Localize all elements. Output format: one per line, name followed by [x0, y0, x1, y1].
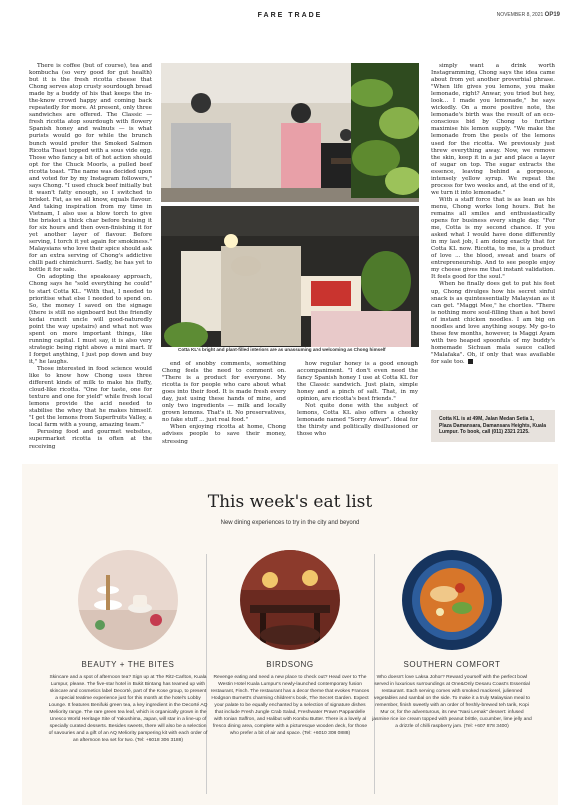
- paragraph: [431, 281, 555, 366]
- paragraph: When enjoying ricotta at home, Chong advises people to save their money, stressing: [162, 424, 286, 445]
- venue-info-text: Cotta KL is at 49M, Jalan Medan Setia 1, Plaza Damansara, Damansara Heights, Kuala Lumpur. To book, call (011) 2321 2125.: [439, 416, 546, 435]
- paragraph: On adopting the speakeasy approach, Chong says he "sold everything he could" to start Cotta KL. "With that, I needed to prioritise what else I needed to spend on. So, the money I saved on the signage (there is still no signboard but the friendly kedai runcit uncle will good-naturedly point the way upstairs) and what not was spent on more important things, like running capital. I must say, it is also very strategic being right above a mini mart. If I forget anything, I just pop down and buy it," he laughs.: [29, 274, 152, 365]
- item-name: SOUTHERN COMFORT: [403, 660, 501, 669]
- eat-list-title: This week's eat list: [207, 492, 373, 512]
- eat-list-subtitle: New dining experiences to try in the city and beyond: [220, 520, 360, 526]
- birdsong-restaurant-photo: [240, 550, 340, 650]
- interior-photo-bottom: [161, 206, 419, 347]
- eat-list-section: [22, 464, 558, 805]
- photo-caption: Cotta KL's bright and plant-filled interiors are as unassuming and welcoming as Chong himself: [178, 347, 386, 352]
- paragraph: simply want a drink worth Instagramming, Chong says the idea came about from yet another proverbial phrase. "When life gives you lemons, you make lemonade, right? Anwar, you tried but hey, look... I made you lemonade," he says wickedly. On a more positive note, the lemonade's birth was the result of an eco-conscious bid by Chong to further maximise his lemon supply. "We make the lemonade from the peels of the lemons used for the ricotta. We previously just threw everything away. Now, we remove the skin, keep it in a jar and place a layer of sugar on top. The sugar extracts the essence, leaving behind a gorgeous, intensely yellow syrup. We repeat the process for two weeks and, at the end of it, we turn it into lemonade.": [431, 63, 555, 196]
- item-description: Revenge eating and need a new place to check out? Head over to The Westin Hotel Kuala Lumpur's newly-launched contemporary fusion restaurant, Finch. The restaurant has a decor theme that evokes Frances Hodgson Burnett's charming children's book, The Secret Garden. Expect your palate to be equally enchanted by a selection of signature dishes that include Fresh Jungle Crab Salad, Freshwater Prawn Pappardelle with Ionian Saffron, and Halibut with Kombu Butter. There is a lovely al fresco dining area, complete with a picturesque wooden deck, for those who prefer a bit of air and space. (Tel: +6010 308 0888): [210, 675, 370, 737]
- article-column-3: [297, 361, 418, 439]
- plant-photo: [351, 63, 419, 198]
- item-description: Who doesn't love Laksa Johor? Reward yourself with the perfect bowl served in luxurious surroundings at One&Only Desaru Coast's Essential restaurant. Each serving comes with smoked mackerel, julienned vegetables and sambal on the side. To make it a truly Malaysian meal to remember, finish sweetly with an order of freshly-brewed teh tarik, Kopi Mur or, for the adventurous, its new "Nasi Lemak" dessert: infused jasmine rice ice cream topped with peanut brittle, cucumber, lime jelly and a drizzle of chilli raspberry jam. (Tel: +607 878 3400): [372, 675, 532, 730]
- article-column-4: [431, 63, 555, 366]
- page-header: [0, 0, 580, 30]
- issue-date: NOVEMBER 8, 2021: [496, 12, 544, 18]
- afternoon-tea-photo: [78, 550, 178, 650]
- page-number: OP19: [544, 12, 560, 18]
- paragraph: Perusing food and gourmet websites, supermarket ricotta is often at the receiving: [29, 429, 152, 450]
- page-date: [497, 12, 560, 18]
- paragraph: With a staff force that is as lean as his menu, Chong works long hours. But he remains all smiles and enthusiastically opens for business every single day. "For me, Cotta is my second chance. If you asked what I would have done differently in my last job, I am doing exactly that for Cotta KL now. Ricotta, to me, is a product of love ... the blood, sweat and tears of entrepreneurship. And to see people enjoy my cheese gives me that instant validation. It feels good for the soul.": [431, 196, 555, 281]
- article-column-1: [29, 63, 152, 451]
- article-column-2: [162, 361, 286, 446]
- section-title: FARE TRADE: [257, 12, 323, 19]
- item-name: BEAUTY + THE BITES: [81, 660, 175, 669]
- venue-info-box: [431, 410, 555, 442]
- paragraph: Those interested in food science would like to know how Chong uses three different kinds of milk to make his fluffy, cloud-like ricotta. "One for taste, one for texture and one for yield" while fresh local lemons provide the acid needed to stabilise the whey that he makes himself. "I get the lemons from Superfruits Valley, a local farm with a young, amazing team.": [29, 366, 152, 429]
- paragraph: Not quite done with the subject of lemons, Cotta KL also offers a cheeky lemonade named "Sorry Anwar". Ideal for the thirsty and politically disillusioned or those who: [297, 403, 418, 438]
- item-name: BIRDSONG: [266, 660, 314, 669]
- laksa-dish-photo: [402, 550, 502, 650]
- last-paragraph-text: When he finally does get to put his feet up, Chong divulges how his secret sinful snack is as quintessentially Malaysian as it can get. "Maggi Mee," he chortles. "There is nothing more soul-filling than a hot bowl of instant chicken noodles. I am big on noodles and love anything soupy. My go-to these few months, however, is Maggi Ayam with two heaped spoonfuls of my buddy's homemade Sichuan mala sauce called "Malafaka". Oh, if only that was available for sale too.: [431, 281, 555, 365]
- end-of-article-square-icon: [468, 359, 473, 364]
- paragraph: There is coffee (but of course), tea and kombucha (so very good for gut health) but it is the fresh ricotta cheese that Chong serves atop crusty sourdough bread made by a buddy of his that keeps the in-the-know crowd happy and coming back repeatedly for more. At present, only three sandwiches are offered. The Classic — fresh ricotta atop sourdough with flowery Spanish honey and walnuts — is what purists would go for while the brunch bunch would prefer the Smoked Salmon Ricotta Toast topped with a sous vide egg. Those who fancy a bit of hot action should opt for the Chuck Moorls, a pulled beef ricotta toast. "The name was decided upon and voted for by my Instagram followers," says Chong. "I used chuck beef initially but it wasn't fatty enough, so I switched to brisket. Fat, as we all know, equals flavour. And taking inspiration from my time in Vietnam, I also use a blow torch to give the brisket a thick char before braising it for six hours and then oven-finishing it for yet another layer of flavour. Before serving, I torch it yet again for smokiness." Malaysians who love their spice should ask for an extra serving of Chong's addictive chilli padi chimichurri. Sadly, he has yet to bottle it for sale.: [29, 63, 152, 274]
- paragraph: end of snobby comments, something Chong feels the need to comment on. "There is a product for everyone. My ricotta is for people who care about what goes into their food. It is made fresh every day, just using these hands of mine, and only two ingredients — milk and locally grown lemons. That's it. No preservatives, no fake stuff ... just real food.": [162, 361, 286, 424]
- item-description: Skincare and a spot of afternoon tea? Sign up at The Ritz-Carlton, Kuala Lumpur, please. The five-star hotel in Bukit Bintang has teamed up with skincare and cosmetics label Decorté, part of the Kose group, to present a special teatime experience just for this month at the hotel's Lobby Lounge. It features Benifuki green tea, a key ingredient in the Decorté AQ Meliority range. The rare green tea leaf, which is organically grown in the Unesco World Heritage Site of Yakushima, Japan, will star in a line-up of specially curated desserts. Besides sweets, there will also be a selection of savouries and a gift of an AQ Meliority pampering kit with each order of an afternoon tea set for two. (Tel: +6018 306 3188): [48, 675, 208, 744]
- paragraph: how regular honey is a good enough accompaniment. "I don't even need the fancy Spanish honey I use at Cotta KL for the Classic sandwich. Just plain, simple honey and a pinch of salt. That, in my opinion, are ricotta's best friends.": [297, 361, 418, 403]
